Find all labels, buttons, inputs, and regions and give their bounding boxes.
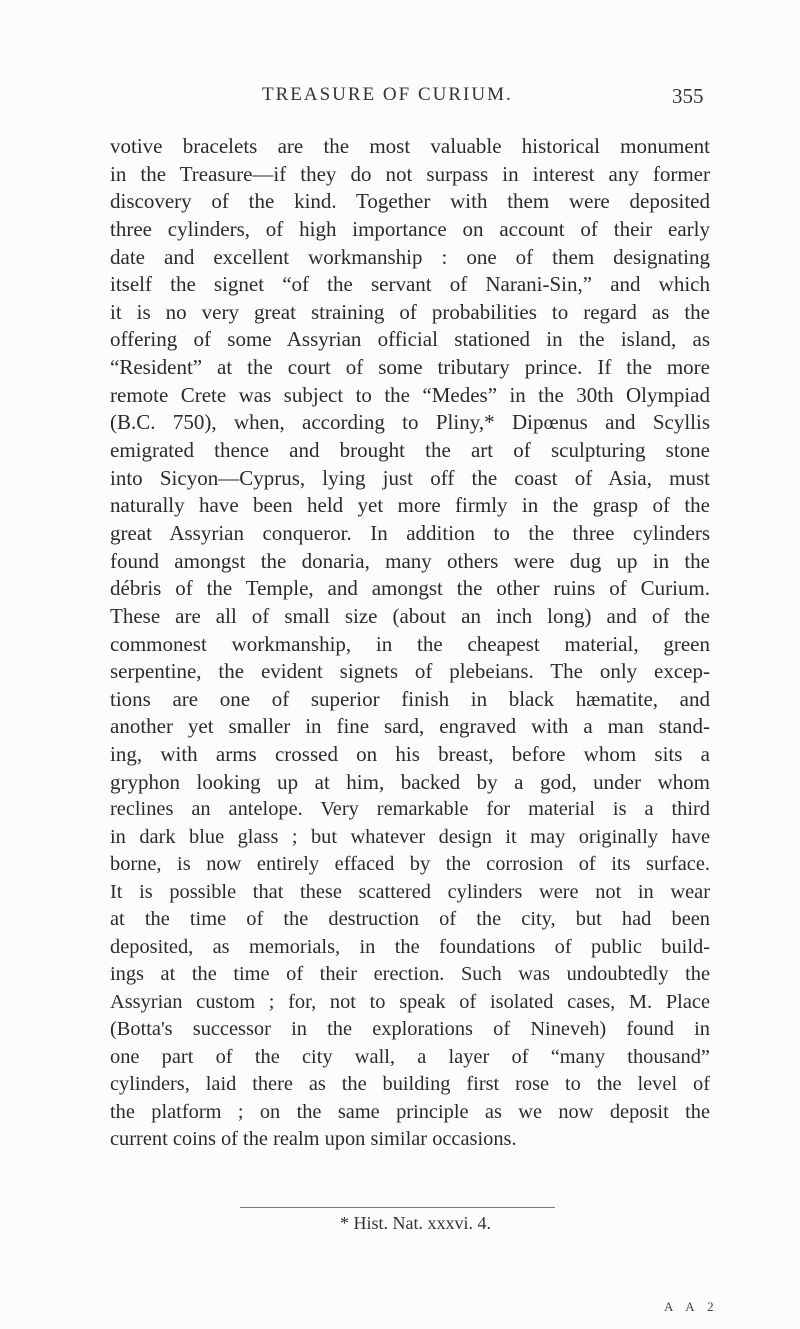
text-line: found amongst the donaria, many others were dug up in the	[110, 548, 710, 573]
text-line: itself the signet “of the servant of Narani-Sin,” and which	[110, 272, 710, 297]
text-line: in dark blue glass ; but whatever design it may originally have	[110, 825, 710, 848]
text-line: date and excellent workmanship : one of them designating	[110, 244, 710, 269]
text-line: gryphon looking up at him, backed by a god, under whom	[110, 769, 710, 794]
text-line: “Resident” at the court of some tributary prince. If the more	[110, 355, 710, 380]
body-text	[110, 133, 710, 1154]
text-line: current coins of the realm upon similar occasions.	[110, 1128, 517, 1151]
text-line: tions are one of superior finish in black hæmatite, and	[110, 686, 710, 711]
text-line: serpentine, the evident signets of plebeians. The only excep-	[110, 659, 710, 684]
signature-mark: A A 2	[664, 1299, 719, 1314]
footnote-divider	[240, 1207, 555, 1208]
text-line: three cylinders, of high importance on account of their early	[110, 216, 710, 241]
text-line: the platform ; on the same principle as we now deposit the	[110, 1100, 710, 1123]
text-line: débris of the Temple, and amongst the other ruins of Curium.	[110, 576, 710, 601]
text-line: Assyrian custom ; for, not to speak of isolated cases, M. Place	[110, 990, 710, 1013]
text-line: ings at the time of their erection. Such was undoubtedly the	[110, 963, 710, 986]
text-line: deposited, as memorials, in the foundations of public build-	[110, 935, 710, 958]
page-number: 355	[672, 84, 704, 108]
text-line: (Botta's successor in the explorations of Nineveh) found in	[110, 1018, 710, 1041]
text-line: into Sicyon—Cyprus, lying just off the coast of Asia, must	[110, 465, 710, 490]
text-line: offering of some Assyrian official stationed in the island, as	[110, 327, 710, 352]
text-line: (B.C. 750), when, according to Pliny,* Dipœnus and Scyllis	[110, 410, 710, 435]
text-line: it is no very great straining of probabilities to regard as the	[110, 299, 710, 324]
text-line: ing, with arms crossed on his breast, before whom sits a	[110, 742, 710, 767]
text-line: It is possible that these scattered cylinders were not in wear	[110, 880, 710, 903]
text-line: remote Crete was subject to the “Medes” in the 30th Olympiad	[110, 382, 710, 407]
text-line: another yet smaller in fine sard, engraved with a man stand-	[110, 714, 710, 739]
text-line: one part of the city wall, a layer of “many thousand”	[110, 1045, 710, 1068]
text-line: emigrated thence and brought the art of sculpturing stone	[110, 438, 710, 463]
text-line: borne, is now entirely effaced by the corrosion of its surface.	[110, 853, 710, 876]
footnote: * Hist. Nat. xxxvi. 4.	[340, 1213, 491, 1233]
text-line: great Assyrian conqueror. In addition to the three cylinders	[110, 520, 710, 545]
text-line: cylinders, laid there as the building first rose to the level of	[110, 1073, 710, 1096]
text-line: in the Treasure—if they do not surpass in interest any former	[110, 161, 710, 186]
text-line: reclines an antelope. Very remarkable for material is a third	[110, 798, 710, 821]
text-line: naturally have been held yet more firmly in the grasp of the	[110, 493, 710, 518]
text-line: discovery of the kind. Together with them were deposited	[110, 189, 710, 214]
text-line: votive bracelets are the most valuable historical monument	[110, 134, 710, 158]
text-line: These are all of small size (about an inch long) and of the	[110, 603, 710, 628]
text-line: at the time of the destruction of the city, but had been	[110, 908, 710, 931]
running-title: TREASURE OF CURIUM.	[262, 84, 513, 105]
text-line: commonest workmanship, in the cheapest material, green	[110, 631, 710, 656]
